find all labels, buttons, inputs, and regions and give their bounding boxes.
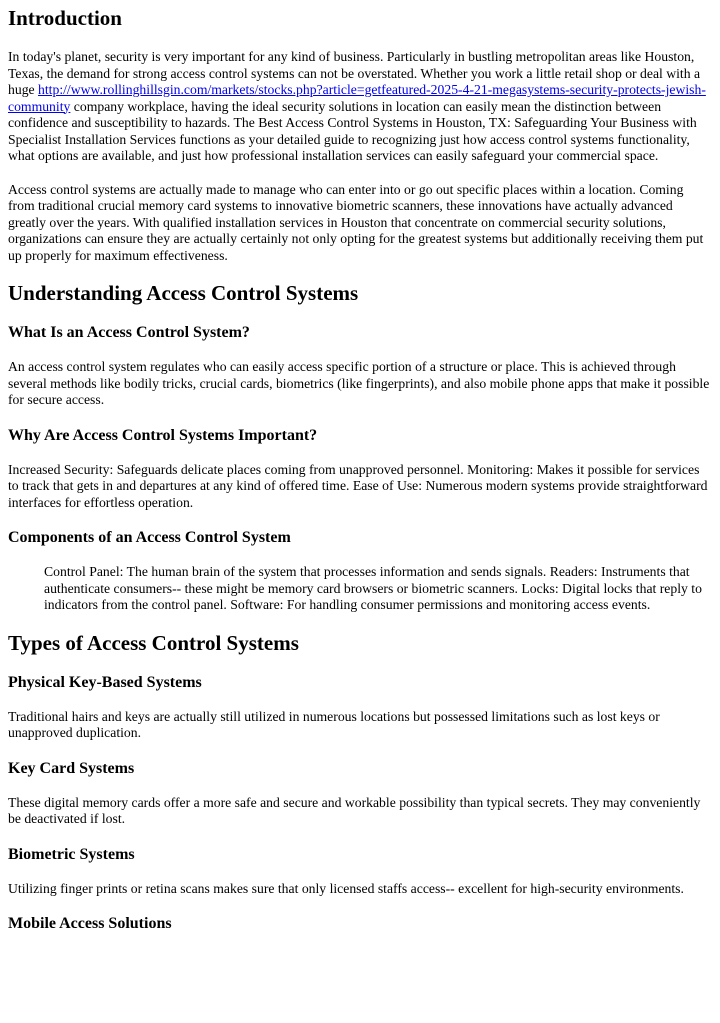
intro-paragraph-2: Access control systems are actually made to manage who can enter into or go out specific places within a location. Coming from traditional crucial memory card systems to innovative biometric scanners, these innovations have actually advanced greatly over the years. With qualified installation services in Houston that concentrate on commercial security solutions, organizations can ensure they are actually certainly not only opting for the greatest systems but additionally receiving them put up properly for maximum effectiveness. (8, 181, 704, 263)
heading-types-of-access-control: Types of Access Control Systems (8, 630, 299, 655)
heading-understanding-access-control: Understanding Access Control Systems (8, 281, 359, 305)
biometric-paragraph: Utilizing finger prints or retina scans makes sure that only licensed staffs access-- excellent for high-security environments. (8, 880, 684, 896)
article (0, 6, 720, 934)
intro-paragraph-1-text-after-link: company workplace, having the ideal security solutions in location can easily mean the distinction between confidence and susceptibility to hazards. The Best Access Control Systems in Houston, TX: Safeguarding Your Business with Specialist Installation Services functions as your detailed guide to recognizing just how access control systems functionality, what options are available, and just how professional installation services can easily safeguard your commercial space. (8, 98, 697, 163)
heading-components: Components of an Access Control System (8, 529, 291, 546)
heading-what-is-access-control: What Is an Access Control System? (8, 324, 250, 341)
heading-biometric-systems: Biometric Systems (8, 845, 135, 863)
heading-key-card-systems: Key Card Systems (8, 759, 135, 777)
physical-key-paragraph: Traditional hairs and keys are actually still utilized in numerous locations but possessed limitations such as lost keys or unapproved duplication. (8, 708, 660, 740)
intro-paragraph-1 (8, 49, 712, 165)
what-is-paragraph: An access control system regulates who can easily access specific portion of a structure or place. This is achieved through several methods like bodily tricks, crucial cards, biometrics (like fingerprints), and also mobile phone apps that make it possible for secure access. (8, 359, 710, 407)
components-blockquote: Control Panel: The human brain of the system that processes information and sends signals. Readers: Instruments that authenticate consumers-- these might be memory card browsers or biometric scanners. Locks: Digital locks that reply to indicators from the control panel. Software: For handling consumer permissions and monitoring access events. (44, 564, 702, 612)
heading-mobile-access-solutions: Mobile Access Solutions (8, 915, 172, 932)
heading-why-important: Why Are Access Control Systems Important? (8, 426, 318, 444)
heading-introduction: Introduction (8, 6, 122, 30)
key-card-paragraph: These digital memory cards offer a more safe and secure and workable possibility than typical secrets. They may conveniently be deactivated if lost. (8, 794, 701, 826)
why-important-paragraph: Increased Security: Safeguards delicate places coming from unapproved personnel. Monitoring: Makes it possible for services to track that gets in and departures at any kind of offered time. Ease of Use: Numerous modern systems provide straightforward interfaces for effortless operation. (8, 461, 708, 510)
intro-paragraph-1-text-before-link: In today's planet, security is very important for any kind of business. Particularly in bustling metropolitan areas like Houston, Texas, the demand for strong access control systems can not be overstated. Whether you work a little retail shop or deal with a huge (8, 49, 701, 97)
heading-physical-key-based: Physical Key-Based Systems (8, 673, 202, 691)
article-link[interactable]: http://www.rollinghillsgin.com/markets/stocks.php?article=getfeatured-2025-4-21-megasystems-security-protects-jewish-community (8, 82, 706, 114)
